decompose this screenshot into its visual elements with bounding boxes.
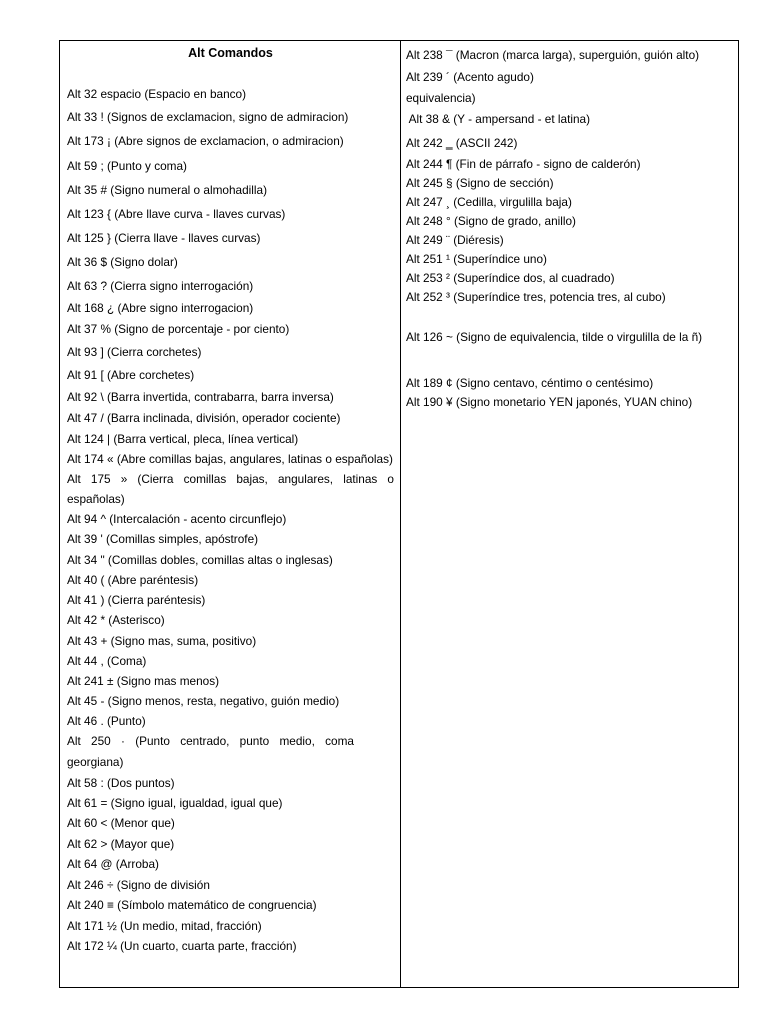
- alt-code-entry: Alt 59 ; (Punto y coma): [67, 159, 187, 173]
- alt-code-entry: Alt 47 / (Barra inclinada, división, operador cociente): [67, 411, 341, 425]
- alt-code-entry: Alt 63 ? (Cierra signo interrogación): [67, 279, 254, 293]
- alt-code-entry: Alt 249 ¨ (Diéresis): [406, 233, 504, 247]
- alt-code-entry: Alt 126 ~ (Signo de equivalencia, tilde o virgulilla de la ñ): [406, 330, 703, 344]
- alt-code-entry: Alt 39 ' (Comillas simples, apóstrofe): [67, 532, 259, 546]
- alt-code-entry: Alt 241 ± (Signo mas menos): [67, 674, 220, 688]
- right-column: [401, 41, 738, 412]
- alt-code-entry: Alt 242 ‗ (ASCII 242): [406, 136, 518, 150]
- alt-code-entry: Alt 32 espacio (Espacio en banco): [67, 87, 247, 101]
- alt-code-entry: Alt 124 | (Barra vertical, pleca, línea vertical): [67, 432, 299, 446]
- alt-code-entry: Alt 246 ÷ (Signo de división: [67, 878, 210, 892]
- alt-code-entry: Alt 36 $ (Signo dolar): [67, 255, 178, 269]
- alt-code-entry: Alt 174 « (Abre comillas bajas, angulares, latinas o españolas): [67, 452, 393, 466]
- alt-code-entry: Alt 171 ½ (Un medio, mitad, fracción): [67, 919, 262, 933]
- alt-code-entry: Alt 43 + (Signo mas, suma, positivo): [67, 634, 257, 648]
- alt-code-entry: Alt 244 ¶ (Fin de párrafo - signo de calderón): [406, 157, 641, 171]
- alt-code-entry: Alt 189 ¢ (Signo centavo, céntimo o centésimo): [406, 376, 654, 390]
- alt-code-entry: Alt 38 & (Y - ampersand - et latina): [406, 112, 591, 126]
- alt-code-entry: Alt 168 ¿ (Abre signo interrogacion): [67, 301, 254, 315]
- alt-code-entry: Alt 41 ) (Cierra paréntesis): [67, 593, 206, 607]
- alt-codes-table: [59, 40, 739, 988]
- alt-code-entry: Alt 60 < (Menor que): [67, 816, 175, 830]
- alt-code-entry: Alt 61 = (Signo igual, igualdad, igual que): [67, 796, 283, 810]
- alt-code-entry: Alt 173 ¡ (Abre signos de exclamacion, o admiracion): [67, 134, 344, 148]
- alt-code-entry: Alt 253 ² (Superíndice dos, al cuadrado): [406, 271, 615, 285]
- alt-code-entry: Alt 37 % (Signo de porcentaje - por ciento): [67, 322, 290, 336]
- alt-code-entry: Alt 123 { (Abre llave curva - llaves curvas): [67, 207, 286, 221]
- alt-code-entry: Alt 238 ¯ (Macron (marca larga), superguión, guión alto): [406, 48, 700, 62]
- alt-code-entry: Alt 46 . (Punto): [67, 714, 146, 728]
- alt-code-entry: equivalencia): [406, 91, 476, 105]
- alt-code-entry: Alt 35 # (Signo numeral o almohadilla): [67, 183, 267, 197]
- alt-code-entry: Alt 62 > (Mayor que): [67, 837, 175, 851]
- alt-code-entry: Alt 190 ¥ (Signo monetario YEN japonés, YUAN chino): [406, 395, 693, 409]
- alt-code-entry: Alt 34 " (Comillas dobles, comillas altas o inglesas): [67, 553, 333, 567]
- alt-code-entry: Alt 250 · (Punto centrado, punto medio, coma georgiana): [67, 734, 354, 769]
- alt-code-entry: Alt 251 ¹ (Superíndice uno): [406, 252, 547, 266]
- page-title: Alt Comandos: [188, 46, 273, 60]
- alt-code-entry: Alt 42 * (Asterisco): [67, 613, 165, 627]
- alt-code-entry: Alt 240 ≡ (Símbolo matemático de congruencia): [67, 898, 317, 912]
- alt-code-entry: Alt 93 ] (Cierra corchetes): [67, 345, 202, 359]
- alt-code-entry: Alt 125 } (Cierra llave - llaves curvas): [67, 231, 261, 245]
- alt-code-entry: Alt 172 ¼ (Un cuarto, cuarta parte, fracción): [67, 939, 297, 953]
- alt-code-entry: Alt 40 ( (Abre paréntesis): [67, 573, 199, 587]
- alt-code-entry: Alt 175 » (Cierra comillas bajas, angulares, latinas o españolas): [67, 472, 394, 506]
- alt-code-entry: Alt 44 , (Coma): [67, 654, 147, 668]
- alt-code-entry: Alt 92 \ (Barra invertida, contrabarra, barra inversa): [67, 390, 334, 404]
- alt-code-entry: Alt 45 - (Signo menos, resta, negativo, guión medio): [67, 694, 340, 708]
- alt-code-entry: Alt 94 ^ (Intercalación - acento circunflejo): [67, 512, 287, 526]
- alt-code-entry: Alt 33 ! (Signos de exclamacion, signo de admiracion): [67, 110, 349, 124]
- left-column: [60, 41, 400, 957]
- alt-code-entry: Alt 239 ´ (Acento agudo): [406, 70, 534, 84]
- alt-code-entry: Alt 58 : (Dos puntos): [67, 776, 175, 790]
- alt-code-entry: Alt 252 ³ (Superíndice tres, potencia tres, al cubo): [406, 290, 666, 304]
- alt-code-entry: Alt 245 § (Signo de sección): [406, 176, 554, 190]
- alt-code-entry: Alt 247 ¸ (Cedilla, virgulilla baja): [406, 195, 572, 209]
- alt-code-entry: Alt 91 [ (Abre corchetes): [67, 368, 195, 382]
- alt-code-entry: Alt 248 ° (Signo de grado, anillo): [406, 214, 576, 228]
- alt-code-entry: Alt 64 @ (Arroba): [67, 857, 159, 871]
